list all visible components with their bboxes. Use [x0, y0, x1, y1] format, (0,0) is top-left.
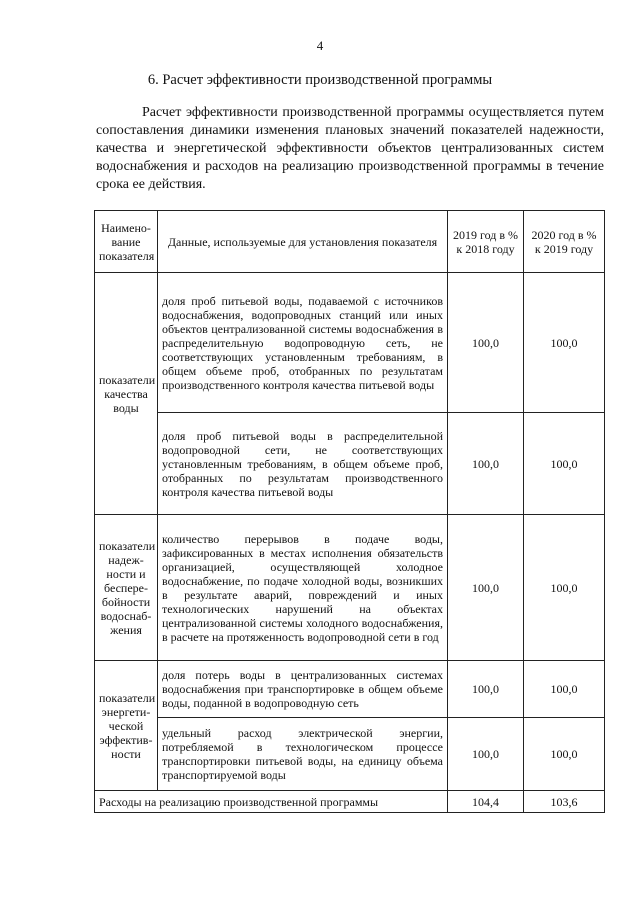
row-description: доля проб питьевой воды, подаваемой с источников водоснабжения, водопроводных станций или иных объектов централизованной системы водоснабжения в распределительную водопроводную сеть, не соответствующих установленным требованиям, в общем объеме проб, отобранных по результатам производственного контроля качества питьевой воды	[158, 273, 448, 413]
header-data-used: Данные, используемые для установления показателя	[158, 211, 448, 273]
row-description: количество перерывов в подаче воды, зафиксированных в местах исполнения обязательств организацией, осуществляющей холодное водоснабжение, по подаче холодной воды, возникших в результате аварий, повреждений и иных технологических нарушений на объектах централизованной системы холодного водоснабжения, в расчете на протяженность водопроводной сети в год	[158, 515, 448, 661]
header-indicator-name: Наимено-вание показателя	[95, 211, 158, 273]
group-reliability: показатели надеж-ности и беспере-бойности водоснаб-жения	[95, 515, 158, 661]
table-row	[95, 718, 605, 791]
row-value-2019: 100,0	[448, 273, 524, 413]
total-value-2020: 103,6	[524, 791, 605, 813]
row-value-2019: 100,0	[448, 718, 524, 791]
section-title: 6. Расчет эффективности производственной программы	[147, 72, 493, 88]
row-value-2020: 100,0	[524, 718, 605, 791]
row-description: удельный расход электрической энергии, потребляемой в технологическом процессе транспортировки питьевой воды, на единицу объема транспортируемой воды	[158, 718, 448, 791]
header-2019: 2019 год в % к 2018 году	[448, 211, 524, 273]
total-label: Расходы на реализацию производственной программы	[95, 791, 448, 813]
row-value-2020: 100,0	[524, 273, 605, 413]
row-value-2020: 100,0	[524, 515, 605, 661]
table-header-row	[95, 211, 605, 273]
page-number: 4	[316, 38, 324, 53]
row-description: доля проб питьевой воды в распределительной водопроводной сети, не соответствующих установленным требованиям, в общем объеме проб, отобранных по результатам производственного контроля качества питьевой воды	[158, 413, 448, 515]
efficiency-table	[94, 210, 605, 813]
row-description: доля потерь воды в централизованных системах водоснабжения при транспортировке в общем объеме воды, поданной в водопроводную сеть	[158, 661, 448, 718]
total-value-2019: 104,4	[448, 791, 524, 813]
table-row	[95, 273, 605, 413]
row-value-2019: 100,0	[448, 661, 524, 718]
table-row	[95, 413, 605, 515]
table-row	[95, 515, 605, 661]
intro-paragraph: Расчет эффективности производственной программы осуществляется путем сопоставления динамики изменения плановых значений показателей надежности, качества и энергетической эффективности объектов централизованных систем водоснабжения и расходов на реализацию производственной программы в течение срока ее действия.	[96, 105, 604, 192]
group-water-quality: показатели качества воды	[95, 273, 158, 515]
group-energy-efficiency: показатели энергети-ческой эффектив-ности	[95, 661, 158, 791]
row-value-2019: 100,0	[448, 413, 524, 515]
row-value-2019: 100,0	[448, 515, 524, 661]
row-value-2020: 100,0	[524, 661, 605, 718]
row-value-2020: 100,0	[524, 413, 605, 515]
header-2020: 2020 год в % к 2019 году	[524, 211, 605, 273]
table-total-row	[95, 791, 605, 813]
table-row	[95, 661, 605, 718]
